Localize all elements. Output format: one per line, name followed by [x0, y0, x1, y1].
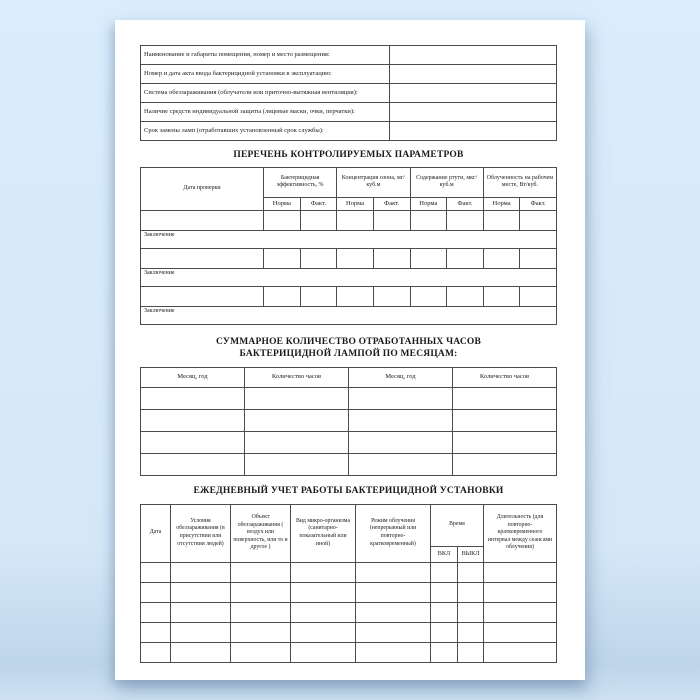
daily-empty-row [141, 582, 557, 602]
empty-cell [484, 602, 557, 622]
group-header-irradiance: Облученность на рабочем месте, Вт/куб. [483, 167, 556, 197]
empty-cell [171, 562, 231, 582]
empty-cell [431, 562, 458, 582]
params-empty-row [141, 248, 557, 268]
daily-empty-row [141, 642, 557, 662]
date-header: Дата [141, 504, 171, 562]
empty-cell [349, 409, 453, 431]
empty-cell [447, 210, 484, 230]
norm-header: Норма [337, 197, 374, 210]
parameters-table [140, 167, 557, 325]
daily-title: ЕЖЕДНЕВНЫЙ УЧЕТ РАБОТЫ БАКТЕРИЦИДНОЙ УСТАНОВКИ [193, 485, 504, 496]
empty-cell [453, 409, 557, 431]
info-label: Номер и дата акта ввода бактерицидной установки в эксплуатацию: [141, 65, 390, 84]
empty-cell [231, 582, 291, 602]
conclusion-label: Заключение [141, 268, 557, 286]
empty-cell [458, 602, 484, 622]
empty-cell [141, 286, 264, 306]
empty-cell [291, 562, 356, 582]
empty-cell [356, 622, 431, 642]
empty-cell [231, 602, 291, 622]
empty-cell [245, 409, 349, 431]
empty-cell [447, 286, 484, 306]
info-label: Наименование и габариты помещения, номер и место размещения: [141, 46, 390, 65]
empty-cell [300, 248, 337, 268]
empty-cell [245, 453, 349, 475]
hours-count-header: Количество часов [245, 367, 349, 387]
empty-cell [484, 622, 557, 642]
empty-cell [356, 602, 431, 622]
microorganism-header: Вид микро-организма (санитарно-показательный или иной) [291, 504, 356, 562]
empty-cell [337, 210, 374, 230]
hours-empty-row [141, 453, 557, 475]
date-check-header: Дата проверки [141, 167, 264, 210]
empty-cell [356, 642, 431, 662]
time-header: Время [431, 504, 484, 546]
empty-cell [453, 453, 557, 475]
empty-cell [245, 431, 349, 453]
info-table [140, 45, 557, 141]
empty-cell [141, 622, 171, 642]
hours-empty-row [141, 387, 557, 409]
empty-cell [141, 562, 171, 582]
empty-cell [141, 431, 245, 453]
empty-cell [141, 453, 245, 475]
empty-cell [141, 248, 264, 268]
info-row [141, 84, 557, 103]
empty-cell [337, 248, 374, 268]
empty-cell [291, 642, 356, 662]
conclusion-row [141, 230, 557, 248]
info-label: Наличие средств индивидуальной защиты (лицевые маски, очки, перчатки): [141, 103, 390, 122]
empty-cell [349, 453, 453, 475]
empty-cell [141, 642, 171, 662]
empty-cell [458, 622, 484, 642]
info-label: Система обеззараживания (облучатели или приточно-вытяжная вентиляция): [141, 84, 390, 103]
empty-cell [337, 286, 374, 306]
empty-cell [373, 286, 410, 306]
empty-cell [431, 582, 458, 602]
empty-cell [141, 409, 245, 431]
params-header-row [141, 167, 557, 197]
empty-cell [264, 248, 301, 268]
empty-cell [356, 582, 431, 602]
params-empty-row [141, 286, 557, 306]
fact-header: Факт. [520, 197, 557, 210]
empty-cell [141, 602, 171, 622]
info-label: Срок замены ламп (отработавших установленный срок службы): [141, 122, 390, 141]
empty-cell [484, 562, 557, 582]
fact-header: Факт. [373, 197, 410, 210]
empty-cell [291, 622, 356, 642]
document-page [115, 20, 585, 680]
hours-title-line2: БАКТЕРИЦИДНОЙ ЛАМПОЙ ПО МЕСЯЦАМ: [239, 348, 458, 359]
hours-table [140, 367, 557, 476]
params-empty-row [141, 210, 557, 230]
info-value-cell [390, 103, 557, 122]
empty-cell [349, 387, 453, 409]
empty-cell [171, 582, 231, 602]
empty-cell [171, 602, 231, 622]
empty-cell [410, 248, 447, 268]
empty-cell [458, 642, 484, 662]
conclusion-row [141, 268, 557, 286]
empty-cell [264, 210, 301, 230]
empty-cell [291, 582, 356, 602]
empty-cell [520, 286, 557, 306]
norm-header: Норма [483, 197, 520, 210]
hours-title-line1: СУММАРНОЕ КОЛИЧЕСТВО ОТРАБОТАННЫХ ЧАСОВ [215, 336, 482, 347]
empty-cell [458, 582, 484, 602]
empty-cell [484, 642, 557, 662]
hours-empty-row [141, 409, 557, 431]
month-year-header: Месяц, год [141, 367, 245, 387]
info-row [141, 103, 557, 122]
empty-cell [356, 562, 431, 582]
info-row [141, 65, 557, 84]
off-header: ВЫКЛ [458, 546, 484, 562]
empty-cell [453, 431, 557, 453]
month-year-header: Месяц, год [349, 367, 453, 387]
empty-cell [349, 431, 453, 453]
info-value-cell [390, 122, 557, 141]
hours-header-row [141, 367, 557, 387]
hours-empty-row [141, 431, 557, 453]
conclusion-label: Заключение [141, 306, 557, 324]
conclusion-row [141, 306, 557, 324]
fact-header: Факт. [300, 197, 337, 210]
empty-cell [410, 210, 447, 230]
daily-empty-row [141, 622, 557, 642]
empty-cell [431, 602, 458, 622]
empty-cell [231, 642, 291, 662]
empty-cell [458, 562, 484, 582]
duration-header: Длительность (для повторно-кратковременного интервал между сеансами облучения) [484, 504, 557, 562]
empty-cell [141, 582, 171, 602]
empty-cell [373, 210, 410, 230]
empty-cell [300, 286, 337, 306]
empty-cell [520, 248, 557, 268]
empty-cell [373, 248, 410, 268]
on-header: ВКЛ [431, 546, 458, 562]
empty-cell [520, 210, 557, 230]
empty-cell [453, 387, 557, 409]
empty-cell [231, 622, 291, 642]
conclusion-label: Заключение [141, 230, 557, 248]
hours-title [140, 337, 557, 361]
daily-table [140, 504, 557, 663]
fact-header: Факт. [447, 197, 484, 210]
empty-cell [431, 622, 458, 642]
daily-empty-row [141, 602, 557, 622]
group-header-bactericidal: Бактерицидная эффективность, % [264, 167, 337, 197]
info-row [141, 122, 557, 141]
daily-empty-row [141, 562, 557, 582]
empty-cell [245, 387, 349, 409]
empty-cell [410, 286, 447, 306]
norm-header: Норма [410, 197, 447, 210]
hours-count-header: Количество часов [453, 367, 557, 387]
empty-cell [231, 562, 291, 582]
empty-cell [483, 210, 520, 230]
info-value-cell [390, 65, 557, 84]
empty-cell [300, 210, 337, 230]
empty-cell [291, 602, 356, 622]
empty-cell [447, 248, 484, 268]
empty-cell [264, 286, 301, 306]
info-value-cell [390, 46, 557, 65]
norm-header: Норма [264, 197, 301, 210]
conditions-header: Условия обеззараживания (в присутствии или отсутствии людей) [171, 504, 231, 562]
empty-cell [483, 248, 520, 268]
group-header-mercury: Содержание ртути, мкг/ куб.м [410, 167, 483, 197]
group-header-ozone: Концентрация озона, мг/ куб.м [337, 167, 410, 197]
empty-cell [483, 286, 520, 306]
empty-cell [141, 210, 264, 230]
parameters-title: ПЕРЕЧЕНЬ КОНТРОЛИРУЕМЫХ ПАРАМЕТРОВ [233, 150, 464, 160]
empty-cell [484, 582, 557, 602]
mode-header: Режим облучения (непрерывный или повторно-кратковременный) [356, 504, 431, 562]
info-value-cell [390, 84, 557, 103]
empty-cell [171, 642, 231, 662]
empty-cell [171, 622, 231, 642]
object-header: Объект обеззараживания ( воздух или поверхность, или то и другое ) [231, 504, 291, 562]
info-row [141, 46, 557, 65]
empty-cell [141, 387, 245, 409]
daily-header-row [141, 504, 557, 546]
empty-cell [431, 642, 458, 662]
